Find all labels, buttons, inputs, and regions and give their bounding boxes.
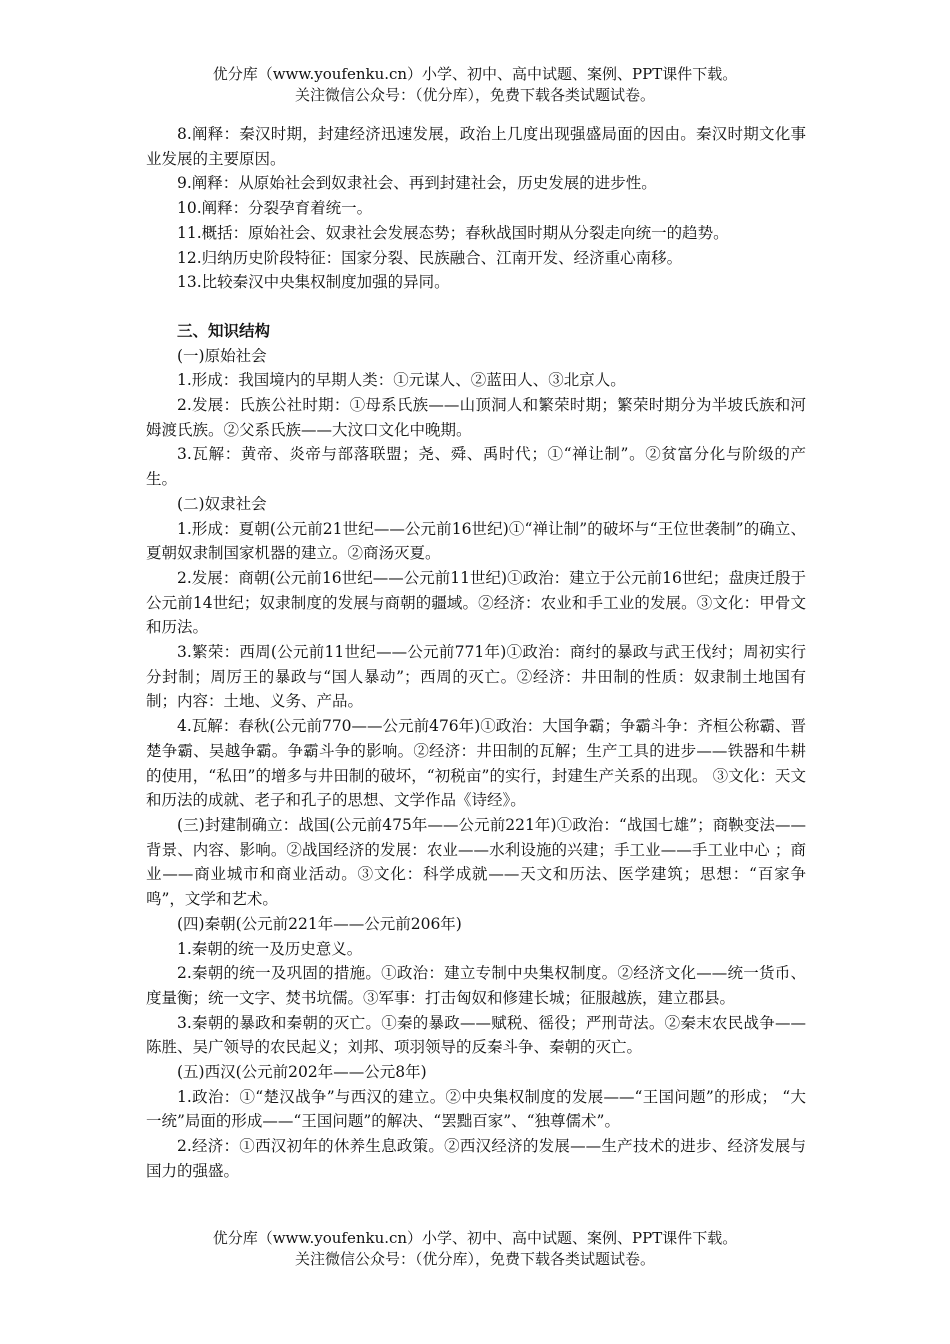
heading-western-han: (五)西汉(公元前202年——公元8年) (177, 1063, 427, 1082)
document-body (146, 122, 806, 1184)
paragraph: 3.繁荣：西周(公元前11世纪——公元前771年)①政治：商纣的暴政与武王伐纣；周初实行分封制；周厉王的暴政与“国人暴动”；西周的灭亡。②经济：井田制的性质：奴隶制土地国有制；内容：土地、义务、产品。 (146, 643, 806, 711)
footer-line-1: 优分库（www.youfenku.cn）小学、初中、高中试题、案例、PPT课件下载。 (212, 1229, 738, 1247)
paragraph: 4.瓦解：春秋(公元前770——公元前476年)①政治：大国争霸；争霸斗争：齐桓公称霸、晋楚争霸、吴越争霸。争霸斗争的影响。②经济：井田制的瓦解；生产工具的进步——铁器和牛耕的使用，“私田”的增多与井田制的破坏，“初税亩”的实行，封建生产关系的出现。 ③文化：天文和历法的成就、老子和孔子的思想、文学作品《诗经》。 (146, 717, 806, 810)
footer-line-2: 关注微信公众号：（优分库），免费下载各类试题试卷。 (294, 1250, 655, 1268)
paragraph: 3.秦朝的暴政和秦朝的灭亡。①秦的暴政——赋税、徭役；严刑苛法。②秦末农民战争——陈胜、吴广领导的农民起义；刘邦、项羽领导的反秦斗争、秦朝的灭亡。 (146, 1013, 806, 1057)
item-9: 9.阐释：从原始社会到奴隶社会、再到封建社会，历史发展的进步性。 (177, 174, 657, 193)
paragraph: 1.政治：①“楚汉战争”与西汉的建立。②中央集权制度的发展——“王国问题”的形成； “大一统”局面的形成——“王国问题”的解决、“罢黜百家”、“独尊儒术”。 (146, 1087, 806, 1131)
item-13: 13.比较秦汉中央集权制度加强的异同。 (177, 273, 450, 292)
header-line-2: 关注微信公众号：（优分库），免费下载各类试题试卷。 (294, 86, 655, 104)
paragraph: 2.经济：①西汉初年的休养生息政策。②西汉经济的发展——生产技术的进步、经济发展与 国力的强盛。 (146, 1137, 806, 1180)
heading-feudal-establishment: (三)封建制确立：战国(公元前475年——公元前221年)①政治：“战国七雄”；商鞅变法—— 背景、内容、影响。②战国经济的发展：农业——水利设施的兴建；手工业——手工业中心 ；商业——商业城市和商业活动。③文化：科学成就——天文和历法、医学建筑；思想：“百家争鸣”，文学和艺术。 (146, 815, 806, 909)
paragraph: 2.发展：商朝(公元前16世纪——公元前11世纪)①政治：建立于公元前16世纪；盘庚迁殷于公元前14世纪；奴隶制度的发展与商朝的疆域。②经济：农业和手工业的发展。③文化：甲骨文和历法。 (146, 568, 806, 637)
item-10: 10.阐释：分裂孕育着统一。 (177, 199, 373, 218)
heading-qin-dynasty: (四)秦朝(公元前221年——公元前206年) (177, 914, 462, 933)
paragraph: 2.秦朝的统一及巩固的措施。①政治：建立专制中央集权制度。②经济文化——统一货币、 度量衡；统一文字、焚书坑儒。③军事：打击匈奴和修建长城；征服越族，建立郡县。 (146, 964, 806, 1007)
item-12: 12.归纳历史阶段特征：国家分裂、民族融合、江南开发、经济重心南移。 (177, 248, 683, 267)
item-11: 11.概括：原始社会、奴隶社会发展态势；春秋战国时期从分裂走向统一的趋势。 (177, 223, 729, 242)
paragraph: 3.瓦解：黄帝、炎帝与部落联盟；尧、舜、禹时代；①“禅让制”。②贫富分化与阶级的产生。 (146, 445, 806, 489)
heading-primitive-society: (一)原始社会 (177, 346, 267, 365)
item-8: 8.阐释：秦汉时期，封建经济迅速发展，政治上几度出现强盛局面的因由。秦汉时期文化事业发展的主要原因。 (146, 125, 806, 168)
heading-slave-society: (二)奴隶社会 (177, 494, 267, 513)
page-header (0, 64, 950, 106)
paragraph: 1.秦朝的统一及历史意义。 (177, 939, 363, 958)
paragraph: 1.形成：我国境内的早期人类：①元谋人、②蓝田人、③北京人。 (177, 371, 626, 390)
header-line-1: 优分库（www.youfenku.cn）小学、初中、高中试题、案例、PPT课件下载。 (212, 65, 738, 83)
section-title: 三、知识结构 (177, 320, 271, 340)
paragraph: 1.形成：夏朝(公元前21世纪——公元前16世纪)①“禅让制”的破坏与“王位世袭制”的确立、夏朝奴隶制国家机器的建立。②商汤灭夏。 (146, 519, 806, 563)
paragraph: 2.发展：氏族公社时期：①母系氏族——山顶洞人和繁荣时期；繁荣时期分为半坡氏族和河姆渡氏族。②父系氏族——大汶口文化中晚期。 (146, 396, 806, 439)
page-footer (0, 1228, 950, 1270)
